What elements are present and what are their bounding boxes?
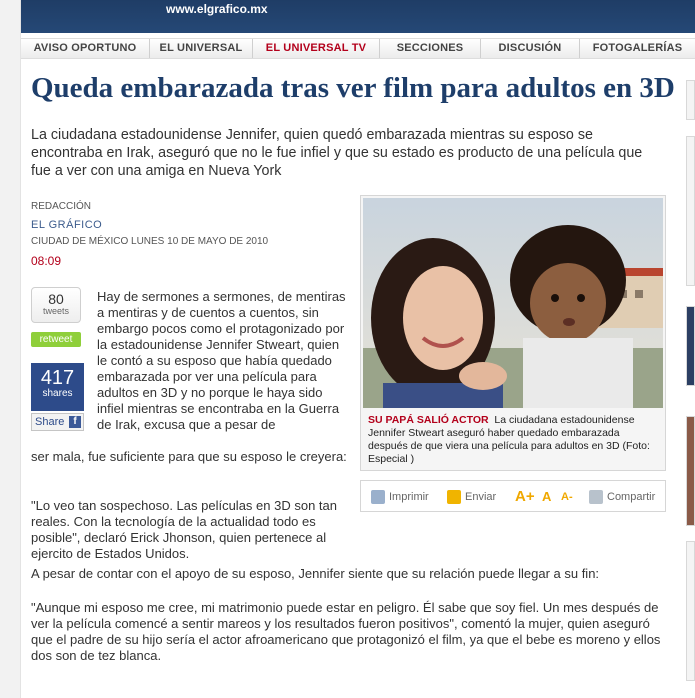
site-header — [21, 0, 695, 33]
article-photo-card — [360, 195, 666, 471]
site-url[interactable]: www.elgrafico.mx — [166, 2, 268, 16]
photo-illustration — [363, 198, 663, 408]
facebook-share-counter[interactable] — [31, 363, 84, 411]
font-smaller-button[interactable]: A- — [561, 491, 573, 503]
share-article-label: Compartir — [607, 491, 656, 503]
article-brand[interactable]: EL GRÁFICO — [31, 219, 103, 231]
share-count: 417 — [40, 367, 75, 389]
tweet-counter[interactable] — [31, 287, 81, 323]
printer-icon — [371, 490, 385, 504]
share-count-label: shares — [42, 388, 73, 399]
article-paragraph-3: A pesar de contar con el apoyo de su esposo, Jennifer siente que su relación puede llegar a su fin: — [31, 566, 600, 581]
share-article-button[interactable] — [589, 489, 655, 505]
caption-title: SU PAPÁ SALIÓ ACTOR — [368, 414, 489, 426]
print-label: Imprimir — [389, 491, 429, 503]
facebook-icon: f — [69, 416, 81, 428]
facebook-share-button[interactable] — [31, 413, 84, 431]
font-bigger-button[interactable]: A+ — [515, 488, 535, 505]
envelope-icon — [447, 490, 461, 504]
article-paragraph-4: "Aunque mi esposo me cree, mi matrimonio puede estar en peligro. Él sabe que soy fiel. Un mes después de ver la película comencé a sentir mareos y los resultados fueron positivos", comentó la mujer, quien aseguró que el padre de su hijo sería el actor afroamericano que protagonizó el film, ya que el bebe es moreno y ellos dos son de tez blanca. — [31, 600, 661, 663]
rail-box-2 — [686, 136, 695, 286]
nav-item-discusion[interactable]: DISCUSIÓN — [481, 39, 580, 58]
left-gutter — [0, 0, 21, 698]
article-headline: Queda embarazada tras ver film para adultos en 3D — [31, 72, 675, 104]
retweet-button[interactable]: retweet — [31, 332, 81, 347]
article-source: REDACCIÓN — [31, 201, 92, 212]
article-paragraph-1b: ser mala, fue suficiente para que su esposo le creyera: — [31, 449, 347, 464]
nav-item-aviso-oportuno[interactable]: AVISO OPORTUNO — [21, 39, 150, 58]
rail-box-1 — [686, 80, 695, 120]
article-paragraph-2: "Lo veo tan sospechoso. Las películas en 3D son tan reales. Con la tecnología de la actualidad todo es posible", declaró Erick Jhonson, quien pertenece al ejercito de Estados Unidos. — [31, 498, 337, 561]
tweet-label: tweets — [42, 306, 69, 316]
article-paragraph-1a: Hay de sermones a sermones, de mentiras a mentiras y de cuentos a cuentos, sin embargo pocos como el protagonizado por la estadounidense Jennifer Stweart, quien le contó a su esposo que había quedado embarazada por ver una película para adultos en 3D y no porque le haya sido infiel mientras se encontraba en la Guerra de Irak, excusa que a pesar de — [97, 289, 346, 432]
tweet-count: 80 — [48, 291, 64, 307]
share-button-label: Share — [35, 416, 65, 428]
nav-item-el-universal[interactable]: EL UNIVERSAL — [150, 39, 253, 58]
font-normal-button[interactable]: A — [542, 489, 552, 504]
print-button[interactable] — [371, 489, 429, 505]
rail-box-4 — [686, 416, 695, 526]
photo-caption — [368, 414, 660, 466]
caption-text: La ciudadana estadounidense Jennifer Stweart aseguró haber quedado embarazada después de que viera una película para adultos en 3D (Foto: Especial ) — [368, 414, 650, 465]
rail-box-3 — [686, 306, 695, 386]
rail-box-5 — [686, 541, 695, 681]
article-date: CIUDAD DE MÉXICO LUNES 10 DE MAYO DE 2010 — [31, 236, 269, 247]
send-label: Enviar — [465, 491, 497, 503]
right-rail — [680, 66, 695, 698]
article-photo[interactable] — [363, 198, 663, 408]
share-icon — [589, 490, 603, 504]
main-nav — [21, 38, 695, 59]
article-time: 08:09 — [31, 254, 62, 268]
send-button[interactable] — [447, 489, 496, 505]
article-lead: La ciudadana estadounidense Jennifer, quien quedó embarazada mientras su esposo se encontraba en Irak, aseguró que no le fue infiel y que su estado es producto de una película que fue a ver con una amiga en Nueva York — [31, 127, 643, 179]
article-toolbar — [360, 480, 666, 512]
nav-item-el-universal-tv[interactable]: EL UNIVERSAL TV — [253, 39, 380, 58]
nav-item-fotogalerias[interactable]: FOTOGALERÍAS — [592, 42, 683, 54]
nav-item-secciones[interactable]: SECCIONES — [380, 39, 481, 58]
